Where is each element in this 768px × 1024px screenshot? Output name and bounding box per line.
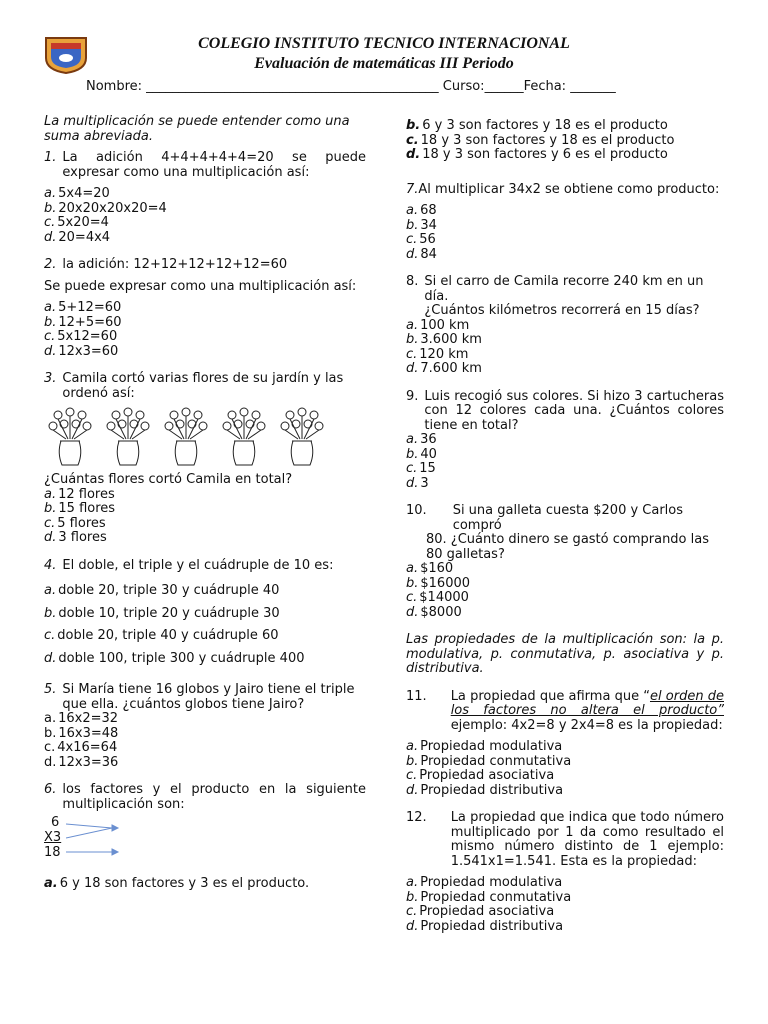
question-subtext: Se puede expresar como una multiplicación así:: [44, 278, 357, 294]
option: d. 7.600 km: [406, 361, 482, 376]
left-column: [44, 115, 366, 892]
question-text: El doble, el triple y el cuádruple de 10 es:: [62, 557, 334, 573]
q4-options: [44, 580, 366, 670]
option: b. 6 y 3 son factores y 18 es el producto: [406, 118, 668, 133]
question-text: ¿Cuántas flores cortó Camila en total?: [44, 472, 293, 487]
option: c. $14000: [406, 590, 469, 605]
question-text: la adición: 12+12+12+12+12=60: [62, 257, 288, 272]
question-12: [406, 811, 724, 869]
question-text: ¿Cuántos kilómetros recorrerá en 15 días?: [424, 303, 700, 318]
property-quote: el orden de los factores no altera el producto”: [450, 688, 724, 718]
question-number: 4.: [44, 557, 57, 573]
question-number: 11.: [406, 688, 427, 704]
question-11: [406, 690, 724, 734]
q6-options-continued: [406, 119, 724, 163]
question-text: Al multiplicar 34x2 se obtiene como producto:: [418, 181, 720, 197]
option: a. 5+12=60: [44, 300, 122, 315]
q10-options: [406, 562, 724, 620]
q2-options: [44, 301, 366, 359]
student-fields-line: Nombre: _____________________________________________ Curso:______Fecha: _______: [86, 79, 616, 94]
q9-options: [406, 433, 724, 491]
question-text: La adición 4+4+4+4+4=20 se puede expresar como una multiplicación así:: [62, 150, 366, 180]
question-text: los factores y el producto en la siguiente multiplicación son:: [62, 782, 366, 812]
question-number: 6.: [44, 782, 57, 797]
option: c. 120 km: [406, 346, 469, 362]
question-text: Si una galleta cuesta $200 y Carlos compró: [452, 503, 684, 533]
product: 18: [44, 845, 61, 860]
question-number: 3.: [44, 371, 57, 386]
question-text: ejemplo: 4x2=8 y 2x4=8 es la propiedad:: [450, 717, 723, 733]
right-column: [406, 119, 724, 934]
q7-options: [406, 204, 724, 262]
q8-options: [406, 319, 724, 377]
option: d. $8000: [406, 604, 462, 620]
question-10: [406, 504, 724, 533]
question-text: Si María tiene 16 globos y Jairo tiene el triple que ella. ¿cuántos globos tiene Jairo?: [62, 682, 355, 712]
flower-vase-icon: [44, 405, 96, 469]
option: a. 12 flores: [44, 486, 115, 502]
question-6: [44, 783, 366, 812]
question-9: [406, 390, 724, 434]
option: d. Propiedad distributiva: [406, 782, 564, 798]
flower-vase-icon: [218, 405, 270, 469]
question-1: [44, 151, 366, 180]
question-text-continued: 80. ¿Cuánto dinero se gastó comprando las 80 galletas?: [426, 532, 709, 562]
question-text: Camila cortó varias flores de su jardín y las ordenó así:: [62, 371, 344, 401]
option: a. Propiedad modulativa: [406, 739, 563, 754]
option: b. 20x20x20x20=4: [44, 200, 167, 216]
factor-two: X3: [44, 830, 62, 845]
option: d. 20=4x4: [44, 229, 111, 245]
option: a. 16x2=32: [44, 711, 119, 726]
question-8: [406, 275, 724, 319]
option: c. 5x12=60: [44, 329, 118, 344]
question-number: 5.: [44, 682, 57, 697]
option: d. Propiedad distributiva: [406, 918, 564, 934]
option: b. doble 10, triple 20 y cuádruple 30: [44, 605, 280, 621]
option: a. doble 20, triple 30 y cuádruple 40: [44, 583, 280, 598]
question-text: Luis recogió sus colores. Si hizo 3 cartucheras con 12 colores cada una. ¿Cuántos colores tiene en total?: [424, 388, 724, 433]
option: d. 12x3=36: [44, 754, 119, 770]
intro-text: La multiplicación se puede entender como una suma abreviada.: [44, 114, 350, 144]
option: a. 36: [406, 432, 437, 447]
question-number: 8.: [406, 274, 419, 289]
option: c. 4x16=64: [44, 740, 118, 755]
flower-vase-icon: [276, 405, 328, 469]
q3-options: [44, 488, 366, 546]
question-4: [44, 559, 366, 574]
exam-title: Evaluación de matemáticas III Periodo: [254, 55, 514, 72]
option: d. 3: [406, 475, 429, 491]
question-number: 2.: [44, 257, 57, 272]
q11-options: [406, 740, 724, 798]
question-body: [424, 275, 724, 319]
question-number: 7.: [406, 181, 419, 197]
option: d. 84: [406, 246, 437, 262]
option: c. doble 20, triple 40 y cuádruple 60: [44, 628, 279, 643]
question-number: 9.: [406, 388, 419, 404]
option: a. 100 km: [406, 317, 470, 333]
option: a. $160: [406, 561, 454, 576]
option: d. 18 y 3 son factores y 6 es el producto: [406, 147, 668, 162]
question-text: La propiedad que indica que todo número multiplicado por 1 da como resultado el mismo número distinto de 1 ejemplo: 1.541x1=1.541. Esta es la propiedad:: [450, 810, 724, 869]
question-text: Si el carro de Camila recorre 240 km en un día.: [424, 274, 704, 304]
option: a. 68: [406, 203, 437, 218]
option: d. doble 100, triple 300 y cuádruple 400: [44, 650, 305, 666]
option: c. 15: [406, 461, 436, 476]
option: b. 34: [406, 217, 437, 233]
flower-vases-image: [44, 405, 366, 469]
option: b. 40: [406, 446, 437, 462]
option: c. 18 y 3 son factores y 18 es el producto: [406, 132, 675, 148]
option: b. 15 flores: [44, 501, 116, 516]
question-3: [44, 372, 366, 401]
option: a. 5x4=20: [44, 186, 110, 201]
option: b. 12+5=60: [44, 314, 122, 330]
factor-one: 6: [51, 815, 60, 830]
question-number: 12.: [406, 810, 427, 825]
option: a. Propiedad modulativa: [406, 875, 563, 890]
option: b. $16000: [406, 575, 471, 591]
option: b. Propiedad conmutativa: [406, 889, 572, 905]
option: b. Propiedad conmutativa: [406, 753, 572, 769]
option: d. 3 flores: [44, 530, 107, 545]
option: c. Propiedad asociativa: [406, 768, 555, 783]
option: b. 3.600 km: [406, 332, 482, 347]
option: b. 16x3=48: [44, 725, 119, 741]
question-2: [44, 258, 366, 273]
question-number: 1.: [44, 150, 57, 165]
flower-vase-icon: [102, 405, 154, 469]
properties-intro: Las propiedades de la multiplicación son: la p. modulativa, p. conmutativa, p. asociativa y p. distributiva.: [406, 632, 724, 676]
question-7: [406, 183, 724, 198]
q1-options: [44, 187, 366, 245]
question-number: 10.: [406, 503, 427, 518]
option: c. 5x20=4: [44, 215, 109, 230]
q12-options: [406, 876, 724, 934]
question-5: [44, 683, 366, 712]
flower-vase-icon: [160, 405, 212, 469]
arrows-icon: [66, 814, 120, 864]
option: a. 6 y 18 son factores y 3 es el producto.: [44, 876, 310, 891]
option: c. 5 flores: [44, 515, 106, 531]
option: d. 12x3=60: [44, 343, 119, 359]
option: c. 56: [406, 232, 436, 247]
multiplication-diagram: [44, 814, 366, 870]
q5-options: [44, 712, 366, 770]
option: c. Propiedad asociativa: [406, 904, 555, 919]
question-text: La propiedad que afirma que “: [450, 688, 650, 704]
school-name: COLEGIO INSTITUTO TECNICO INTERNACIONAL: [198, 35, 570, 52]
